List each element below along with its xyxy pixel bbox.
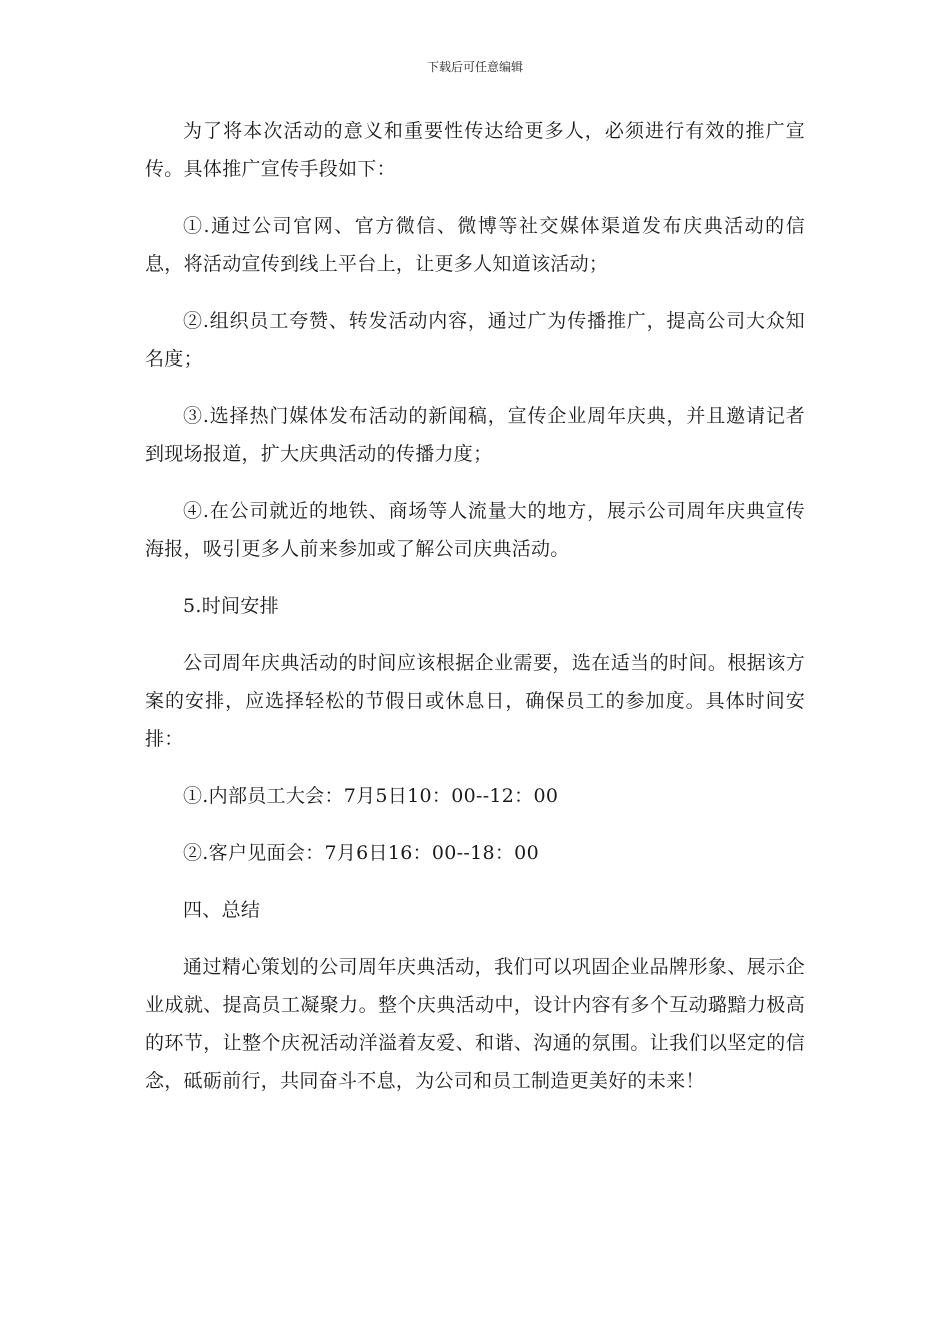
document-body bbox=[145, 112, 805, 1119]
paragraph-schedule-intro: 公司周年庆典活动的时间应该根据企业需要，选在适当的时间。根据该方案的安排，应选择轻松的节假日或休息日，确保员工的参加度。具体时间安排： bbox=[145, 652, 805, 750]
paragraph-promotion-item-1: ①.通过公司官网、官方微信、微博等社交媒体渠道发布庆典活动的信息，将活动宣传到线上平台上，让更多人知道该活动； bbox=[145, 215, 805, 275]
paragraph-schedule-item-2: ②.客户见面会：7月6日16：00--18：00 bbox=[183, 842, 539, 864]
paragraph-promotion-intro: 为了将本次活动的意义和重要性传达给更多人，必须进行有效的推广宣传。具体推广宣传手段如下： bbox=[145, 120, 805, 180]
section-heading-summary: 四、总结 bbox=[183, 899, 261, 921]
paragraph-promotion-item-4: ④.在公司就近的地铁、商场等人流量大的地方，展示公司周年庆典宣传海报，吸引更多人前来参加或了解公司庆典活动。 bbox=[145, 500, 805, 560]
paragraph-summary: 通过精心策划的公司周年庆典活动，我们可以巩固企业品牌形象、展示企业成就、提高员工凝聚力。整个庆典活动中，设计内容有多个互动璐黯力极高的环节，让整个庆祝活动洋溢着友爱、和谐、沟通的氛围。让我们以坚定的信念，砥砺前行，共同奋斗不息，为公司和员工制造更美好的未来！ bbox=[145, 956, 805, 1092]
section-heading-schedule: 5.时间安排 bbox=[183, 595, 279, 617]
paragraph-schedule-item-1: ①.内部员工大会：7月5日10：00--12：00 bbox=[183, 785, 559, 807]
paragraph-promotion-item-3: ③.选择热门媒体发布活动的新闻稿，宣传企业周年庆典，并且邀请记者到现场报道，扩大庆典活动的传播力度； bbox=[145, 405, 805, 465]
paragraph-promotion-item-2: ②.组织员工夸赞、转发活动内容，通过广为传播推广，提高公司大众知名度； bbox=[145, 310, 805, 370]
header-note: 下载后可任意编辑 bbox=[426, 60, 523, 74]
